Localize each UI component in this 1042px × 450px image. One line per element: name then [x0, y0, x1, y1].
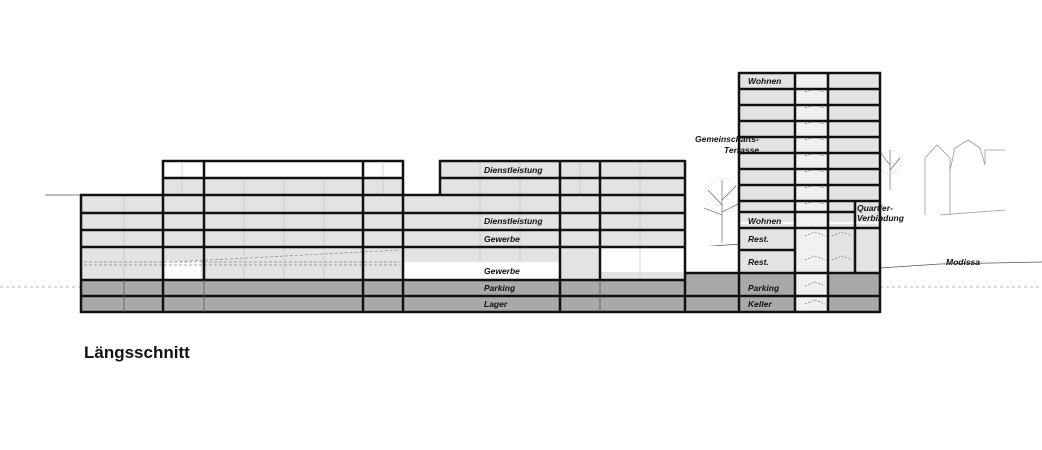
label-gewerbe-2: Gewerbe [484, 266, 520, 276]
tree-right-icon [704, 178, 739, 243]
label-gemeinschafts-line2: Terrasse [724, 145, 760, 155]
label-dienstleistung-top: Dienstleistung [484, 165, 543, 175]
drawing-title: Längsschnitt [84, 343, 190, 362]
label-gewerbe-1: Gewerbe [484, 234, 520, 244]
label-parking-1: Parking [484, 283, 516, 293]
label-gemeinschafts-line1: Gemeinschafts- [695, 134, 759, 144]
label-wohnen-low: Wohnen [748, 216, 782, 226]
neighbour-buildings [925, 140, 1005, 215]
label-modissa: Modissa [946, 257, 981, 267]
label-rest-2: Rest. [748, 257, 769, 267]
label-rest-1: Rest. [748, 234, 769, 244]
label-quartier-line1: Quartier- [857, 203, 893, 213]
tree-far-right-icon [878, 150, 902, 190]
label-keller: Keller [748, 299, 772, 309]
label-parking-2: Parking [748, 283, 780, 293]
label-wohnen-top: Wohnen [748, 76, 782, 86]
label-quartier-line2: Verbindung [857, 213, 904, 223]
label-dienstleistung-mid: Dienstleistung [484, 216, 543, 226]
label-lager: Lager [484, 299, 508, 309]
